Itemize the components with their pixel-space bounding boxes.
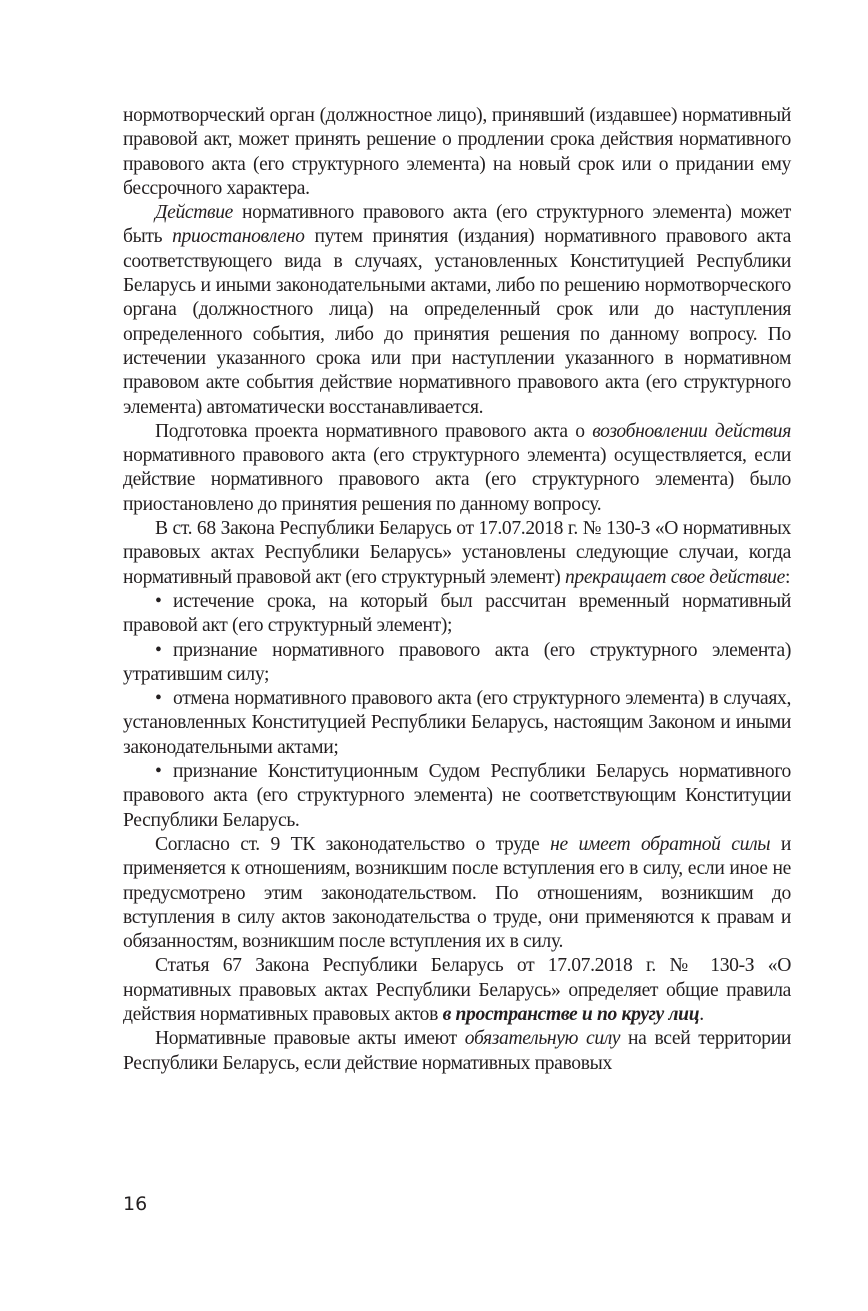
paragraph xyxy=(123,954,791,1027)
emphasized-term: обязательную силу xyxy=(464,1028,621,1050)
bullet-icon: • xyxy=(155,688,162,710)
bullet-list-item xyxy=(123,687,791,760)
text-run: : xyxy=(784,566,791,588)
text-run: путем принятия (издания) нормативного правового акта соответствующего вида в случаях, установленных Конституцией Республики Беларусь и иными законодательными актами, либо по решению нормотворческого органа (должностного лица) на определенный срок или до наступления определенного события, либо до принятия решения по данному вопросу. По истечении указанного срока или при наступлении указанного в нормативном правовом акте события действие нормативного правового акта (его структурного элемента) автоматически восстанавливается. xyxy=(123,226,791,418)
paragraph xyxy=(123,201,791,420)
text-run: признание нормативного правового акта (его структурного элемента) утратившим силу; xyxy=(123,639,791,685)
bullet-icon: • xyxy=(155,761,162,783)
strong-emphasized-term: в пространстве и по кругу лиц xyxy=(442,1003,700,1025)
text-run: и применяется к отношениям, возникшим после вступления его в силу, если иное не предусмотрено этим законодательством. По отношениям, возникшим до вступления в силу актов законодательства о труде, они применяются к правам и обязанностям, возникшим после вступления их в силу. xyxy=(123,833,792,953)
text-run: нормативного правового акта (его структурного элемента) может быть xyxy=(123,202,791,248)
paragraph xyxy=(123,517,791,590)
text-run: нормативного правового акта (его структурного элемента) осуществляется, если действие нормативного правового акта (его структурного элемента) было приостановлено до принятия решения по данному вопросу. xyxy=(123,445,791,515)
bullet-list-item xyxy=(123,760,791,833)
text-run: на всей территории Республики Беларусь, если действие нормативных правовых xyxy=(123,1028,791,1074)
page-number: 16 xyxy=(123,1193,148,1215)
emphasized-term: возобновлении действия xyxy=(592,420,791,442)
text-run: отмена нормативного правового акта (его структурного элемента) в случаях, установленных Конституцией Республики Беларусь, настоящим Законом и иными законодательными актами; xyxy=(123,688,791,758)
bullet-icon: • xyxy=(155,590,162,612)
bullet-list-item xyxy=(123,590,791,639)
emphasized-term: прекращает свое действие xyxy=(564,566,785,588)
text-run: Нормативные правовые акты имеют xyxy=(155,1028,465,1050)
paragraph xyxy=(123,833,791,954)
emphasized-term: приостановлено xyxy=(172,226,305,248)
emphasized-term: Действие xyxy=(155,202,234,224)
paragraph-continuation xyxy=(123,104,791,201)
text-run: . xyxy=(699,1003,704,1025)
text-run: Подготовка проекта нормативного правового акта о xyxy=(155,420,593,442)
text-run: нормотворческий орган (должностное лицо), принявший (издавшее) нормативный правовой акт, может принять решение о продлении срока действия нормативного правового акта (его структурного элемента) на новый срок или о придании ему бессрочного характера. xyxy=(123,105,791,199)
paragraph xyxy=(123,1027,791,1076)
text-run: истечение срока, на который был рассчитан временный нормативный правовой акт (его структурный элемент); xyxy=(123,590,791,637)
paragraph xyxy=(123,420,791,517)
page-body-text xyxy=(123,104,791,1076)
bullet-icon: • xyxy=(155,639,162,661)
text-run: признание Конституционным Судом Республики Беларусь нормативного правового акта (его структурного элемента) не соответствующим Конституции Республики Беларусь. xyxy=(123,761,791,831)
emphasized-term: не имеет обратной силы xyxy=(550,833,771,855)
text-run: Согласно ст. 9 ТК законодательство о труде xyxy=(155,833,551,855)
text-run: В ст. 68 Закона Республики Беларусь от 17.07.2018 г. № 130-З «О нормативных правовых актах Республики Беларусь» установлены следующие случаи, когда нормативный правовой акт (его структурный элемент) xyxy=(123,518,791,588)
text-run: Статья 67 Закона Республики Беларусь от 17.07.2018 г. № 130-З «О нормативных правовых актах Республики Беларусь» определяет общие правила действия нормативных правовых актов xyxy=(123,955,791,1025)
bullet-list-item xyxy=(123,639,791,688)
